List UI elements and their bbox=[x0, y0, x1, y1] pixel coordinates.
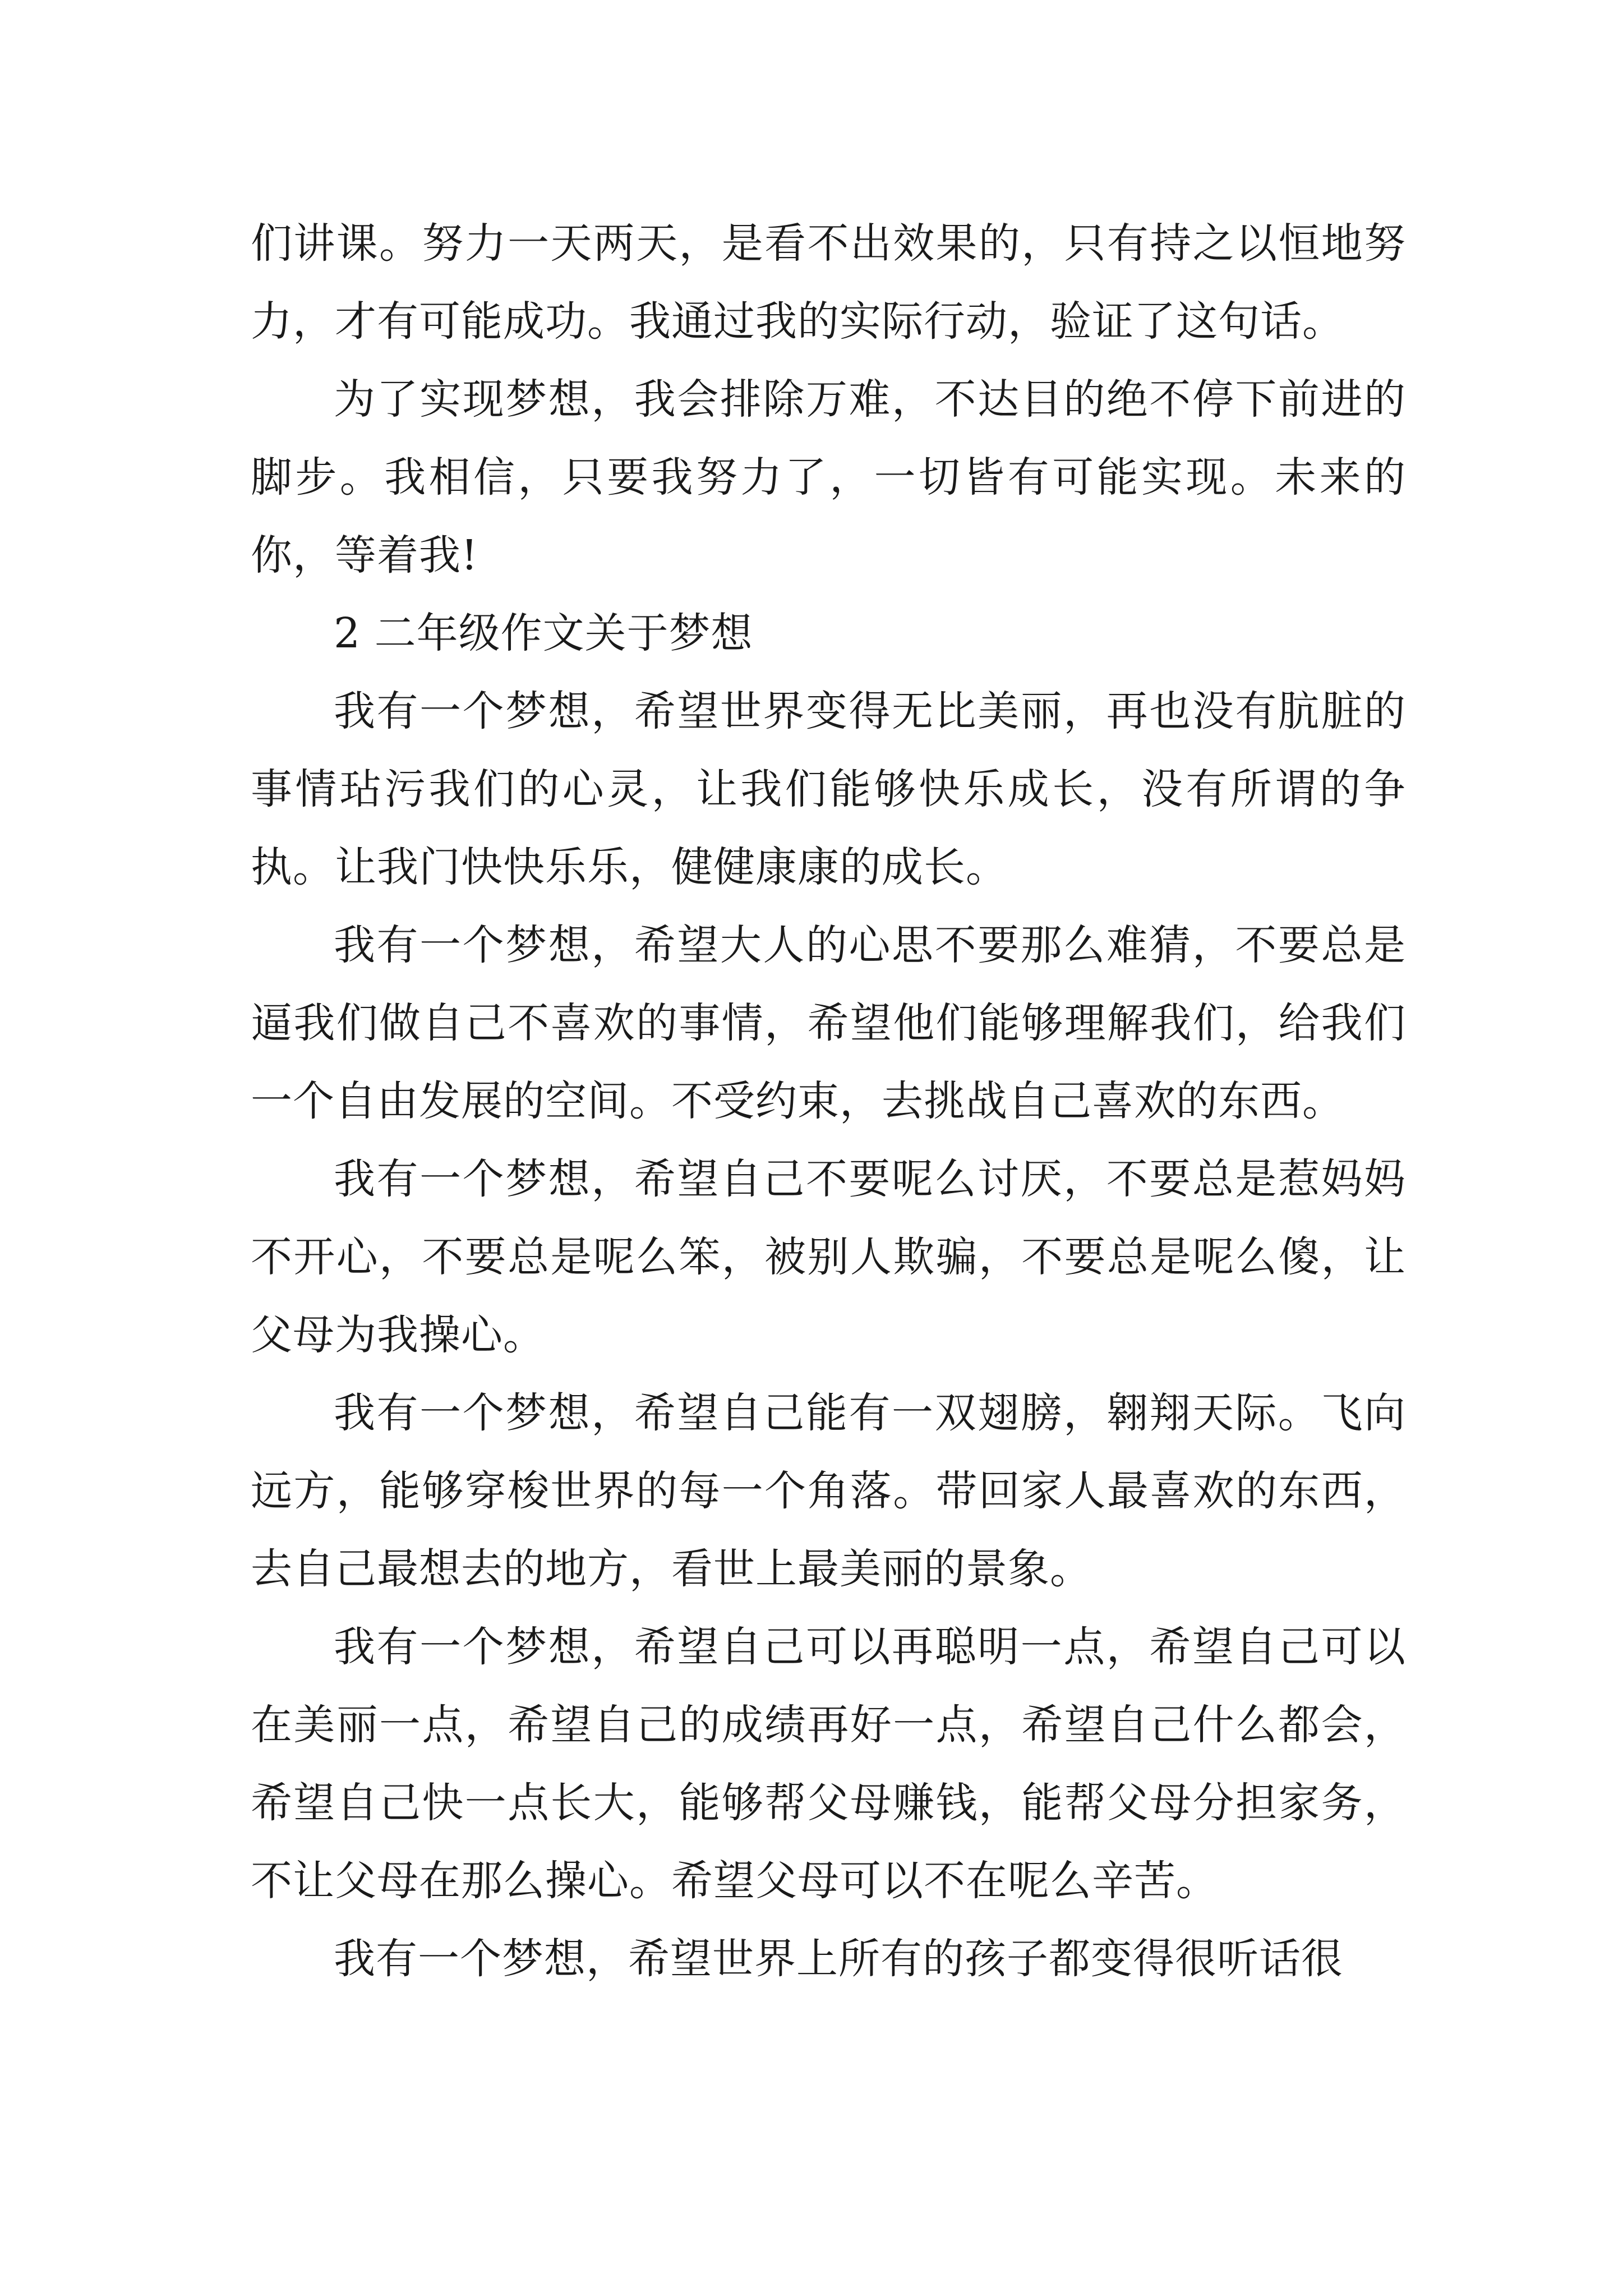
document-body bbox=[251, 205, 1406, 1998]
paragraph: 我有一个梦想，希望自己不要呢么讨厌，不要总是惹妈妈不开心，不要总是呢么笨，被别人欺骗，不要总是呢么傻，让父母为我操心。 bbox=[251, 1155, 1406, 1359]
paragraph: 我有一个梦想，希望自己能有一双翅膀，翱翔天际。飞向远方，能够穿梭世界的每一个角落。带回家人最喜欢的东西，去自己最想去的地方，看世上最美丽的景象。 bbox=[251, 1389, 1406, 1593]
paragraph: 为了实现梦想，我会排除万难，不达目的绝不停下前进的脚步。我相信，只要我努力了，一切皆有可能实现。未来的你，等着我! bbox=[251, 375, 1406, 579]
paragraph: 我有一个梦想，希望自己可以再聪明一点，希望自己可以在美丽一点，希望自己的成绩再好一点，希望自己什么都会，希望自己快一点长大，能够帮父母赚钱，能帮父母分担家务，不让父母在那么操心。希望父母可以不在呢么辛苦。 bbox=[251, 1623, 1406, 1905]
paragraph: 我有一个梦想，希望世界变得无比美丽，再也没有肮脏的事情玷污我们的心灵，让我们能够快乐成长，没有所谓的争执。让我门快快乐乐，健健康康的成长。 bbox=[251, 687, 1406, 891]
paragraph-continuation: 们讲课。努力一天两天，是看不出效果的，只有持之以恒地努力，才有可能成功。我通过我的实际行动，验证了这句话。 bbox=[251, 219, 1406, 346]
paragraph: 我有一个梦想，希望大人的心思不要那么难猜，不要总是逼我们做自己不喜欢的事情，希望他们能够理解我们，给我们一个自由发展的空间。不受约束，去挑战自己喜欢的东西。 bbox=[251, 921, 1406, 1125]
section-heading: 2 二年级作文关于梦想 bbox=[334, 609, 753, 657]
paragraph: 我有一个梦想，希望世界上所有的孩子都变得很听话很 bbox=[334, 1935, 1343, 1983]
